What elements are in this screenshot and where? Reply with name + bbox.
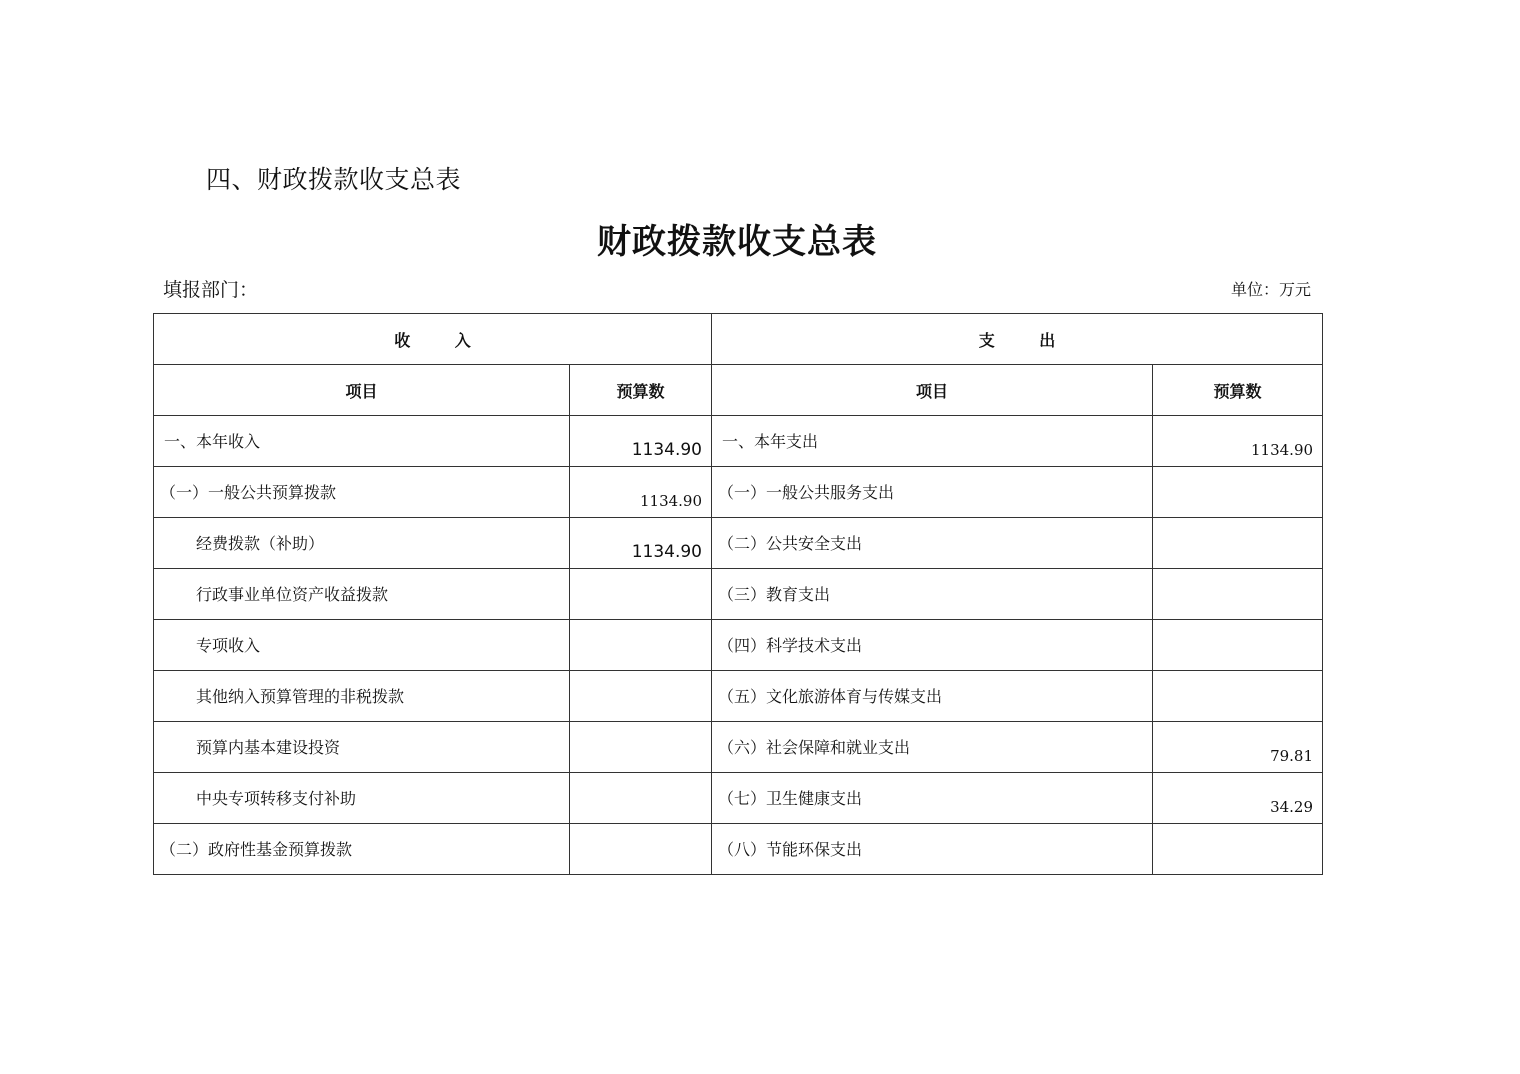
income-item-cell [154,518,570,569]
expense-value: 34.29 [1270,798,1314,816]
income-item-cell [154,620,570,671]
income-value-cell [570,671,712,722]
table-row [154,518,1323,569]
income-item-label: 经费拨款（补助） [196,534,325,553]
table-row [154,773,1323,824]
expense-value-cell [1153,518,1323,569]
income-item-label: （一）一般公共预算拨款 [160,483,337,502]
expense-item-label: （六）社会保障和就业支出 [718,738,911,757]
budget-summary-table [153,313,1323,875]
expense-budget-column-header: 预算数 [1153,365,1323,416]
expense-item-cell [712,569,1153,620]
expense-item-cell [712,824,1153,875]
income-item-cell [154,824,570,875]
section-heading: 四、财政拨款收支总表 [206,165,462,194]
income-item-cell [154,467,570,518]
expense-item-cell [712,773,1153,824]
income-value-cell [570,620,712,671]
table-row [154,467,1323,518]
expense-item-label: （七）卫生健康支出 [718,789,863,808]
table-row [154,569,1323,620]
expense-value-cell [1153,569,1323,620]
income-item-label: 一、本年收入 [164,432,261,451]
unit-label: 单位：万元 [1230,280,1311,299]
page-title: 财政拨款收支总表 [597,222,877,262]
income-item-label: 其他纳入预算管理的非税拨款 [196,687,405,706]
table-row [154,620,1323,671]
income-value: 1134.90 [631,542,703,562]
income-item-label: （二）政府性基金预算拨款 [160,840,353,859]
income-value-cell [570,518,712,569]
expense-item-column-header: 项目 [712,365,1153,416]
income-item-label: 行政事业单位资产收益拨款 [196,585,389,604]
income-value-cell [570,416,712,467]
income-item-cell [154,722,570,773]
expense-item-label: （二）公共安全支出 [718,534,863,553]
income-item-cell [154,569,570,620]
income-item-label: 预算内基本建设投资 [196,738,341,757]
income-item-label: 中央专项转移支付补助 [196,789,357,808]
expense-item-cell [712,671,1153,722]
expense-item-cell [712,416,1153,467]
income-item-column-header: 项目 [154,365,570,416]
expense-value-cell [1153,416,1323,467]
expense-value-cell [1153,773,1323,824]
expense-item-label: （五）文化旅游体育与传媒支出 [718,687,943,706]
income-group-header: 收 入 [154,314,712,365]
income-item-cell [154,416,570,467]
expense-item-label: （四）科学技术支出 [718,636,863,655]
table-row [154,671,1323,722]
expense-value-cell [1153,722,1323,773]
income-value-cell [570,773,712,824]
reporting-department-label: 填报部门： [163,279,259,301]
income-value-cell [570,722,712,773]
column-header-row [154,365,1323,416]
expense-value-cell [1153,824,1323,875]
expense-item-cell [712,518,1153,569]
income-value-cell [570,824,712,875]
table-row [154,416,1323,467]
income-value: 1134.90 [639,492,703,510]
expense-item-label: 一、本年支出 [722,432,819,451]
expense-value: 79.81 [1270,747,1314,765]
income-item-cell [154,773,570,824]
expense-item-cell [712,467,1153,518]
expense-item-cell [712,722,1153,773]
income-item-label: 专项收入 [196,636,261,655]
expense-value-cell [1153,671,1323,722]
expense-value-cell [1153,620,1323,671]
table-row [154,824,1323,875]
expense-item-label: （八）节能环保支出 [718,840,863,859]
income-value-cell [570,569,712,620]
income-value-cell [570,467,712,518]
income-budget-column-header: 预算数 [570,365,712,416]
expense-item-label: （一）一般公共服务支出 [718,483,895,502]
income-item-cell [154,671,570,722]
expense-group-header: 支 出 [712,314,1323,365]
expense-item-label: （三）教育支出 [718,585,831,604]
income-value: 1134.90 [631,440,703,460]
group-header-row [154,314,1323,365]
table-row [154,722,1323,773]
expense-value-cell [1153,467,1323,518]
expense-value: 1134.90 [1251,441,1314,459]
expense-item-cell [712,620,1153,671]
